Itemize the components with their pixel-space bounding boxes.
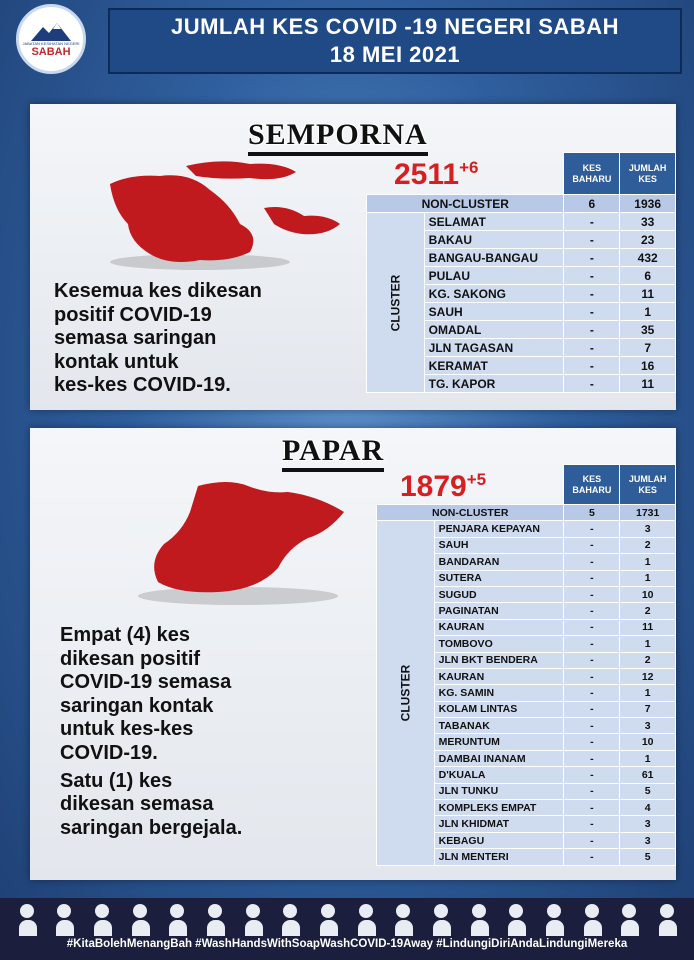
semporna-new-cases: +6 bbox=[459, 158, 479, 177]
table-row: SUTERA - 1 bbox=[377, 570, 676, 586]
person-icon bbox=[132, 904, 148, 936]
non-cluster-label: NON-CLUSTER bbox=[377, 505, 564, 521]
page-title: JUMLAH KES COVID -19 NEGERI SABAH bbox=[170, 14, 619, 39]
table-row: CLUSTER PENJARA KEPAYAN - 3 bbox=[377, 521, 676, 537]
person-icon bbox=[621, 904, 637, 936]
table-row: BANGAU-BANGAU - 432 bbox=[367, 249, 676, 267]
person-icon bbox=[94, 904, 110, 936]
papar-total-value: 1879 bbox=[400, 470, 467, 503]
semporna-total-value: 2511 bbox=[394, 158, 460, 191]
table-row: BANDARAN - 1 bbox=[377, 554, 676, 570]
person-icon bbox=[584, 904, 600, 936]
table-row: SAUH - 1 bbox=[367, 303, 676, 321]
papar-desc-para1: Empat (4) kes dikesan positif COVID-19 semasa saringan kontak untuk kes-kes COVID-19. bbox=[60, 624, 232, 764]
district-title-semporna: SEMPORNA bbox=[248, 118, 428, 156]
papar-panel bbox=[30, 428, 676, 880]
person-icon bbox=[19, 904, 35, 936]
col-kes-baharu: KES BAHARU bbox=[564, 153, 620, 195]
person-icon bbox=[433, 904, 449, 936]
papar-cluster-table bbox=[376, 464, 676, 866]
sabah-health-logo bbox=[16, 4, 86, 74]
table-row: KG. SAKONG - 11 bbox=[367, 285, 676, 303]
person-icon bbox=[320, 904, 336, 936]
papar-new-cases: +5 bbox=[466, 470, 487, 489]
non-cluster-baharu: 5 bbox=[564, 505, 620, 521]
col-jumlah-kes: JUMLAH KES bbox=[620, 153, 676, 195]
person-icon bbox=[546, 904, 562, 936]
table-row: KEBAGU - 3 bbox=[377, 832, 676, 848]
person-icon bbox=[508, 904, 524, 936]
table-row: JLN KHIDMAT - 3 bbox=[377, 816, 676, 832]
cluster-label: CLUSTER bbox=[377, 521, 435, 865]
col-kes-baharu: KES BAHARU bbox=[564, 465, 620, 505]
person-icon bbox=[169, 904, 185, 936]
table-row: MERUNTUM - 10 bbox=[377, 734, 676, 750]
table-row: KG. SAMIN - 1 bbox=[377, 685, 676, 701]
person-icon bbox=[207, 904, 223, 936]
semporna-panel bbox=[30, 104, 676, 410]
col-jumlah-kes: JUMLAH KES bbox=[620, 465, 676, 505]
table-row: KERAMAT - 16 bbox=[367, 357, 676, 375]
table-row: SAUH - 2 bbox=[377, 537, 676, 553]
logo-subtext: JABATAN KESIHATAN NEGERI bbox=[22, 40, 80, 46]
person-icon bbox=[471, 904, 487, 936]
table-row: TG. KAPOR - 11 bbox=[367, 375, 676, 393]
frontliner-figures bbox=[8, 900, 686, 936]
title-banner bbox=[108, 8, 682, 74]
page-date: 18 MEI 2021 bbox=[329, 42, 461, 67]
mountain-logo-icon bbox=[31, 21, 71, 41]
table-row: JLN BKT BENDERA - 2 bbox=[377, 652, 676, 668]
table-row: OMADAL - 35 bbox=[367, 321, 676, 339]
table-row: JLN TAGASAN - 7 bbox=[367, 339, 676, 357]
person-icon bbox=[358, 904, 374, 936]
table-row: KOLAM LINTAS - 7 bbox=[377, 701, 676, 717]
table-row: KAURAN - 11 bbox=[377, 619, 676, 635]
semporna-cluster-table bbox=[366, 152, 676, 393]
table-row: TOMBOVO - 1 bbox=[377, 636, 676, 652]
person-icon bbox=[245, 904, 261, 936]
non-cluster-baharu: 6 bbox=[564, 195, 620, 213]
person-icon bbox=[659, 904, 675, 936]
semporna-description: Kesemua kes dikesan positif COVID-19 semasa saringan kontak untuk kes-kes COVID-19. bbox=[54, 280, 262, 397]
table-row bbox=[377, 505, 676, 521]
table-row: KOMPLEKS EMPAT - 4 bbox=[377, 800, 676, 816]
table-row: BAKAU - 23 bbox=[367, 231, 676, 249]
papar-desc-para2: Satu (1) kes dikesan semasa saringan bergejala. bbox=[60, 769, 243, 839]
table-row: D'KUALA - 61 bbox=[377, 767, 676, 783]
district-title-papar: PAPAR bbox=[282, 434, 384, 472]
footer-hashtags: #KitaBolehMenangBah #WashHandsWithSoapWashCOVID-19Away #LindungiDiriAndaLindungiMereka bbox=[66, 938, 628, 950]
non-cluster-label: NON-CLUSTER bbox=[367, 195, 564, 213]
non-cluster-jumlah: 1731 bbox=[620, 505, 676, 521]
table-row: CLUSTER SELAMAT - 33 bbox=[367, 213, 676, 231]
person-icon bbox=[282, 904, 298, 936]
papar-map-icon bbox=[118, 472, 358, 612]
person-icon bbox=[56, 904, 72, 936]
table-row: PULAU - 6 bbox=[367, 267, 676, 285]
cluster-label: CLUSTER bbox=[367, 213, 425, 393]
table-row: TABANAK - 3 bbox=[377, 718, 676, 734]
footer-banner bbox=[0, 898, 694, 960]
table-row: JLN MENTERI - 5 bbox=[377, 849, 676, 865]
person-icon bbox=[395, 904, 411, 936]
semporna-map-icon bbox=[90, 154, 350, 274]
papar-description bbox=[60, 624, 242, 844]
table-row: DAMBAI INANAM - 1 bbox=[377, 750, 676, 766]
table-row: SUGUD - 10 bbox=[377, 586, 676, 602]
logo-text: SABAH bbox=[31, 45, 71, 58]
table-row: JLN TUNKU - 5 bbox=[377, 783, 676, 799]
non-cluster-jumlah: 1936 bbox=[620, 195, 676, 213]
table-row: PAGINATAN - 2 bbox=[377, 603, 676, 619]
table-row bbox=[367, 195, 676, 213]
table-row: KAURAN - 12 bbox=[377, 668, 676, 684]
